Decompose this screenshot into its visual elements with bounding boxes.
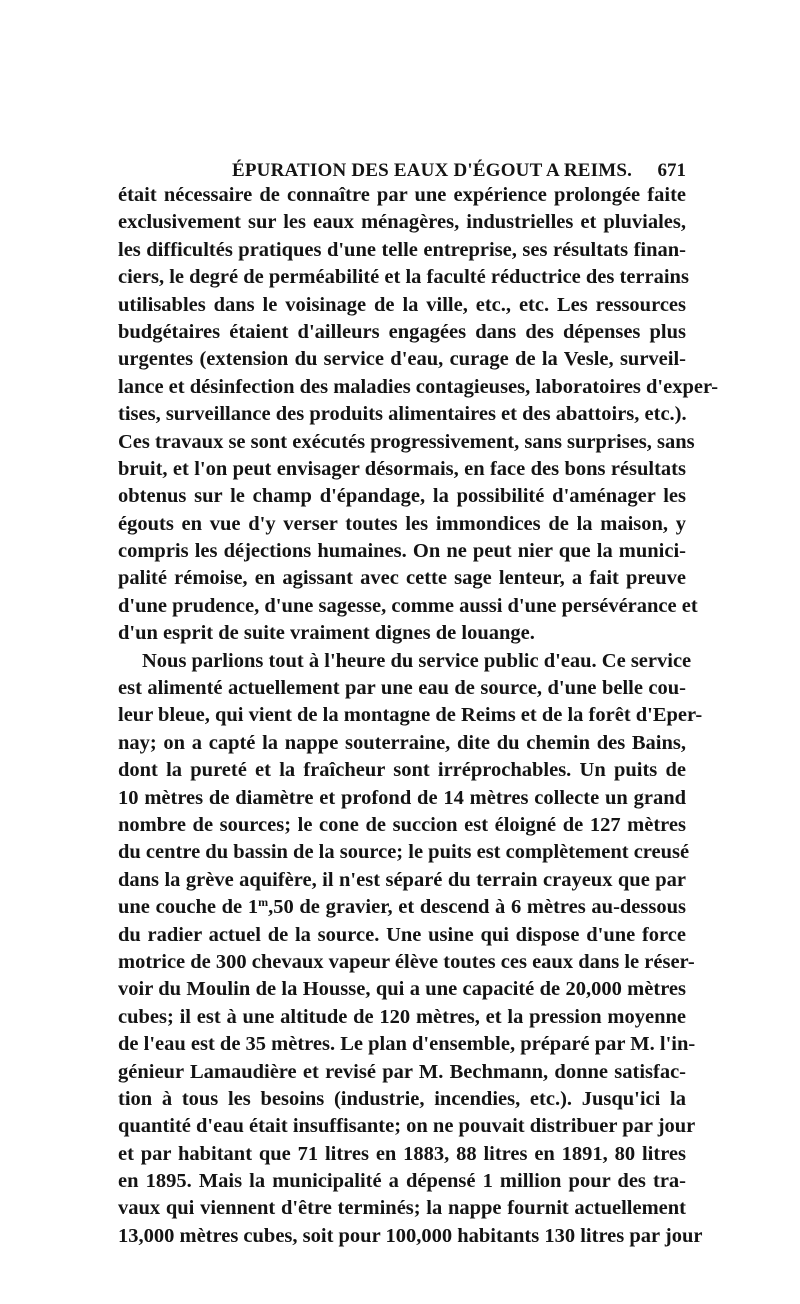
- page-number: 671: [657, 160, 686, 181]
- text-line: les difficultés pratiques d'une telle entreprise, ses résultats finan-: [118, 238, 686, 261]
- text-line: utilisables dans le voisinage de la ville, etc., etc. Les ressources: [118, 293, 686, 316]
- text-line: de l'eau est de 35 mètres. Le plan d'ensemble, préparé par M. l'in-: [118, 1033, 696, 1056]
- text-line: budgétaires étaient d'ailleurs engagées dans des dépenses plus: [118, 320, 686, 343]
- text-line: vaux qui viennent d'être terminés; la nappe fournit actuellement: [118, 1197, 686, 1220]
- text-line: d'un esprit de suite vraiment dignes de louange.: [118, 622, 535, 645]
- text-line: était nécessaire de connaître par une expérience prolongée faite: [118, 184, 686, 206]
- text-line: motrice de 300 chevaux vapeur élève toutes ces eaux dans le réser-: [118, 950, 695, 973]
- running-head: [118, 160, 686, 184]
- text-line: Ces travaux se sont exécutés progressivement, sans surprises, sans: [118, 430, 695, 453]
- text-line: 13,000 mètres cubes, soit pour 100,000 habitants 130 litres par jour: [118, 1224, 703, 1247]
- text-line: compris les déjections humaines. On ne peut nier que la munici-: [118, 540, 686, 563]
- text-line: une couche de 1$^m$,50 de gravier, et descend à 6 mètres au-dessous: [118, 895, 686, 919]
- text-line: cubes; il est à une altitude de 120 mètres, et la pression moyenne: [118, 1005, 686, 1028]
- text-line: tises, surveillance des produits alimentaires et des abattoirs, etc.).: [118, 403, 687, 426]
- text-line: du centre du bassin de la source; le puits est complètement creusé: [118, 841, 690, 864]
- text-line: leur bleue, qui vient de la montagne de Reims et de la forêt d'Eper-: [118, 704, 703, 727]
- text-line: bruit, et l'on peut envisager désormais, en face des bons résultats: [118, 457, 686, 480]
- text-line: dans la grève aquifère, il n'est séparé du terrain crayeux que par: [118, 868, 686, 891]
- text-line: obtenus sur le champ d'épandage, la possibilité d'aménager les: [118, 485, 686, 508]
- body-text: [118, 182, 719, 1250]
- text-line: d'une prudence, d'une sagesse, comme aussi d'une persévérance et: [118, 594, 698, 617]
- text-line: dont la pureté et la fraîcheur sont irréprochables. Un puits de: [118, 759, 686, 782]
- text-line: égouts en vue d'y verser toutes les immondices de la maison, y: [118, 512, 686, 535]
- text-line: palité rémoise, en agissant avec cette sage lenteur, a fait preuve: [118, 567, 686, 590]
- paragraph-1: [118, 182, 719, 648]
- text-line: nombre de sources; le cone de succion est éloigné de 127 mètres: [118, 813, 686, 836]
- running-title: ÉPURATION DES EAUX D'ÉGOUT A REIMS.: [232, 160, 633, 181]
- text-line: lance et désinfection des maladies contagieuses, laboratoires d'exper-: [118, 375, 719, 398]
- text-line: du radier actuel de la source. Une usine qui dispose d'une force: [118, 923, 686, 946]
- text-line: tion à tous les besoins (industrie, incendies, etc.). Jusqu'ici la: [118, 1087, 686, 1110]
- text-line: est alimenté actuellement par une eau de source, d'une belle cou-: [118, 677, 686, 700]
- text-line: et par habitant que 71 litres en 1883, 88 litres en 1891, 80 litres: [118, 1142, 686, 1165]
- text-line: urgentes (extension du service d'eau, curage de la Vesle, surveil-: [118, 348, 686, 371]
- text-line: quantité d'eau était insuffisante; on ne pouvait distribuer par jour: [118, 1115, 696, 1138]
- text-line: Nous parlions tout à l'heure du service public d'eau. Ce service: [142, 649, 692, 672]
- text-line: ciers, le degré de perméabilité et la faculté réductrice des terrains: [118, 266, 689, 289]
- text-line: nay; on a capté la nappe souterraine, dite du chemin des Bains,: [118, 731, 686, 754]
- paragraph-2: [118, 648, 703, 1251]
- text-line: exclusivement sur les eaux ménagères, industrielles et pluviales,: [118, 211, 686, 234]
- text-line: voir du Moulin de la Housse, qui a une capacité de 20,000 mètres: [118, 978, 686, 1001]
- text-line: génieur Lamaudière et revisé par M. Bechmann, donne satisfac-: [118, 1060, 686, 1083]
- text-line: 10 mètres de diamètre et profond de 14 mètres collecte un grand: [118, 786, 686, 809]
- text-line: en 1895. Mais la municipalité a dépensé 1 million pour des tra-: [118, 1170, 686, 1193]
